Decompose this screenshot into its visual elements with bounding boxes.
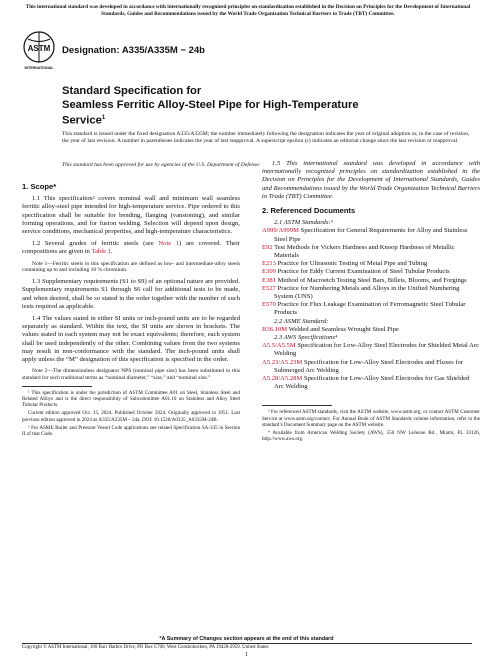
reference-code-link[interactable]: E92 <box>262 243 273 251</box>
note-1-link[interactable]: Note 1 <box>158 240 180 248</box>
reference-title: Welded and Seamless Wrought Steel Pipe <box>288 325 399 333</box>
asme-standard-label-text: 2.2 ASME Standard: <box>274 317 329 325</box>
footnote-divider <box>22 386 92 387</box>
reference-title: Practice for Numbering Metals and Alloys in the Unified Numbering System (UNS) <box>274 284 460 301</box>
title-line-3 <box>62 112 472 128</box>
reference-item <box>262 359 480 375</box>
note-1: Note 1—Ferritic steels in this specification are defined as low- and intermediate-alloy steels containing up to and including 10 % chromium. <box>22 260 240 274</box>
right-column <box>262 160 480 445</box>
scope-1-3: 1.3 Supplementary requirements (S1 to S9) of an optional nature are provided. Supplementary requirements S1 through S6 call for additional tests to be made, and when desired, shall be so stated in the order together with the number of such tests required as applicable. <box>22 278 240 310</box>
aws-specifications-label <box>262 334 480 342</box>
reference-item <box>262 277 480 285</box>
reference-item <box>262 268 480 276</box>
reference-title: Specification for Low-Alloy Steel Electrodes for Gas Shielded Arc Welding <box>274 375 470 391</box>
reference-item <box>262 342 480 358</box>
reference-code-link[interactable]: E527 <box>262 284 276 292</box>
footnote-divider <box>262 405 332 406</box>
scope-1-1: 1.1 This specification² covers nominal wall and minimum wall seamless ferritic alloy-steel pipe intended for high-temperature service. Pipe ordered to this specification shall be suitable for bending, flanging (vanstoning), and similar forming operations, and for fusion welding. Selection will depend upon design, service conditions, mechanical properties, and high-temperature characteristics. <box>22 195 240 236</box>
reference-title: Test Methods for Vickers Hardness and Knoop Hardness of Metallic Materials <box>274 243 455 260</box>
reference-title: Practice for Eddy Current Examination of Steel Tubular Products <box>277 268 450 276</box>
title-line-3-text: Service <box>62 114 102 127</box>
reference-item <box>262 375 480 391</box>
aws-specifications-label-text: 2.3 AWS Specifications⁴ <box>274 334 338 342</box>
reference-code-link[interactable]: E570 <box>262 301 276 309</box>
reference-item <box>262 227 480 243</box>
reference-title: Specification for General Requirements for Alloy and Stainless Steel Pipe <box>274 227 468 243</box>
table-1-link[interactable]: Table 1 <box>91 248 111 256</box>
bottom-divider <box>22 643 472 644</box>
astm-reference-list <box>262 227 480 317</box>
astm-logo <box>22 30 56 72</box>
document-title <box>62 85 472 128</box>
footnote-3: ³ For referenced ASTM standards, visit the ASTM website, www.astm.org, or contact ASTM Customer Service at www.astm.org/contact. For Annual Book of ASTM Standards volume information, refer to the standard’s Document Summary page on the ASTM website. <box>262 409 480 428</box>
scope-1-2-b: ) are covered. Their compositions are given in <box>22 240 240 256</box>
logo-text: ASTM <box>27 44 51 53</box>
reference-title: Method of Macroetch Testing Steel Bars, Billets, Blooms, and Forgings <box>277 276 467 284</box>
referenced-documents-heading: 2. Referenced Documents <box>262 206 356 216</box>
scope-1-2-c: . <box>110 248 113 256</box>
astm-logo-icon <box>22 30 56 72</box>
reference-code-link[interactable]: E213 <box>262 260 276 268</box>
reference-title: Practice for Ultrasonic Testing of Metal Pipe and Tubing <box>277 260 428 268</box>
reference-code-link[interactable]: A5.23/A5.23M <box>262 358 303 366</box>
reference-code-link[interactable]: B36.10M <box>262 325 288 333</box>
reference-title: Specification for Low-Alloy Steel Electrodes for Shielded Metal Arc Welding <box>274 342 479 358</box>
scope-1-2 <box>22 240 240 256</box>
reference-code-link[interactable]: A5.28/A5.28M <box>262 375 303 383</box>
footnote-1-edition: Current edition approved Oct. 15, 2024. Published October 2024. Originally approved in 1951. Last previous edition approved in 2024 as A335/A335M – 24a. DOI: 10.1520/A0335_A0335M-24B. <box>22 410 240 423</box>
issuance-statement: This standard is issued under the fixed designation A335/A335M; the number immediately following the designation indicates the year of original adoption or, in the case of revision, the year of last revision. A number in parentheses indicates the year of last reapproval. A superscript epsilon (ε) indicates an editorial change since the last revision or reapproval. <box>62 131 470 145</box>
reference-item <box>262 326 480 334</box>
title-footnote-mark: 1 <box>101 115 106 121</box>
reference-code-link[interactable]: E381 <box>262 276 276 284</box>
footnote-4: ⁴ Available from American Welding Society (AWS), 550 NW LeJeune Rd., Miami, FL 33126, http://www.aws.org. <box>262 430 480 443</box>
designation: Designation: A335/A335M − 24b <box>62 45 205 56</box>
scope-1-5: 1.5 This international standard was developed in accordance with internationally recognized principles on standardization established in the Decision on Principles for the Development of International Standards, Guides and Recommendations issued by the World Trade Organization Technical Barriers to Trade (TBT) Committee. <box>262 160 480 200</box>
copyright-line: Copyright © ASTM International, 100 Barr Harbor Drive, PO Box C700, West Conshohocken, PA 19428-2959. United States <box>22 645 269 650</box>
reference-title: Practice for Flux Leakage Examination of Ferromagnetic Steel Tubular Products <box>274 301 466 317</box>
asme-standard-label <box>262 318 480 326</box>
dod-approval: This standard has been approved for use by agencies of the U.S. Department of Defense. <box>62 162 261 168</box>
footnote-1: ¹ This specification is under the jurisdiction of ASTM Committee A01 on Steel, Stainless Steel and Related Alloys and is the direct responsibility of Subcommittee A01.10 on Stainless and Alloy Steel Tubular Products. <box>22 389 240 409</box>
left-column <box>22 183 240 439</box>
scope-1-4: 1.4 The values stated in either SI units or inch-pound units are to be regarded separately as standard. Within the text, the SI units are shown in brackets. The values stated in each system may not be exact equivalents; therefore, each system shall be used independently of the other. Combining values from the two systems may result in non-conformance with the standard. The inch-pound units shall apply unless the “M” designation of this specification is specified in the order. <box>22 315 240 364</box>
note-2: Note 2—The dimensionless designator NPS (nominal pipe size) has been substituted in this standard for such traditional terms as “nominal diameter,” “size,” and “nominal size.” <box>22 368 240 382</box>
scope-1-2-a: 1.2 Several grades of ferritic steels (see <box>32 240 159 248</box>
reference-code-link[interactable]: A999/A999M <box>262 227 299 235</box>
reference-item <box>262 260 480 268</box>
scope-heading: 1. Scope* <box>22 182 57 191</box>
reference-code-link[interactable]: A5.5/A5.5M <box>262 342 296 350</box>
reference-item <box>262 301 480 317</box>
reference-item <box>262 244 480 260</box>
astm-standards-label-text: 2.1 ASTM Standards:³ <box>274 219 333 227</box>
title-line-2: Seamless Ferritic Alloy-Steel Pipe for High-Temperature <box>62 98 359 111</box>
wto-notice: This international standard was developed in accordance with internationally recognized principles on standardization established in the Decision on Principles for the Development of International Standards, Guides and Recommendations issued by the World Trade Organization Technical Barriers to Trade (TBT) Committee. <box>25 4 471 17</box>
reference-title: Specification for Low-Alloy Steel Electrodes and Fluxes for Submerged Arc Welding <box>274 358 464 374</box>
logo-subtext: INTERNATIONAL <box>24 66 54 70</box>
reference-code-link[interactable]: E309 <box>262 268 276 276</box>
astm-standards-label <box>262 219 480 227</box>
reference-item <box>262 285 480 301</box>
title-line-1: Standard Specification for <box>62 85 202 97</box>
summary-of-changes-notice: *A Summary of Changes section appears at the end of this standard <box>159 636 334 642</box>
page-number: 1 <box>245 652 248 658</box>
footnote-2: ² For ASME Boiler and Pressure Vessel Code applications see related Specification SA-335 in Section II of that Code. <box>22 424 240 438</box>
